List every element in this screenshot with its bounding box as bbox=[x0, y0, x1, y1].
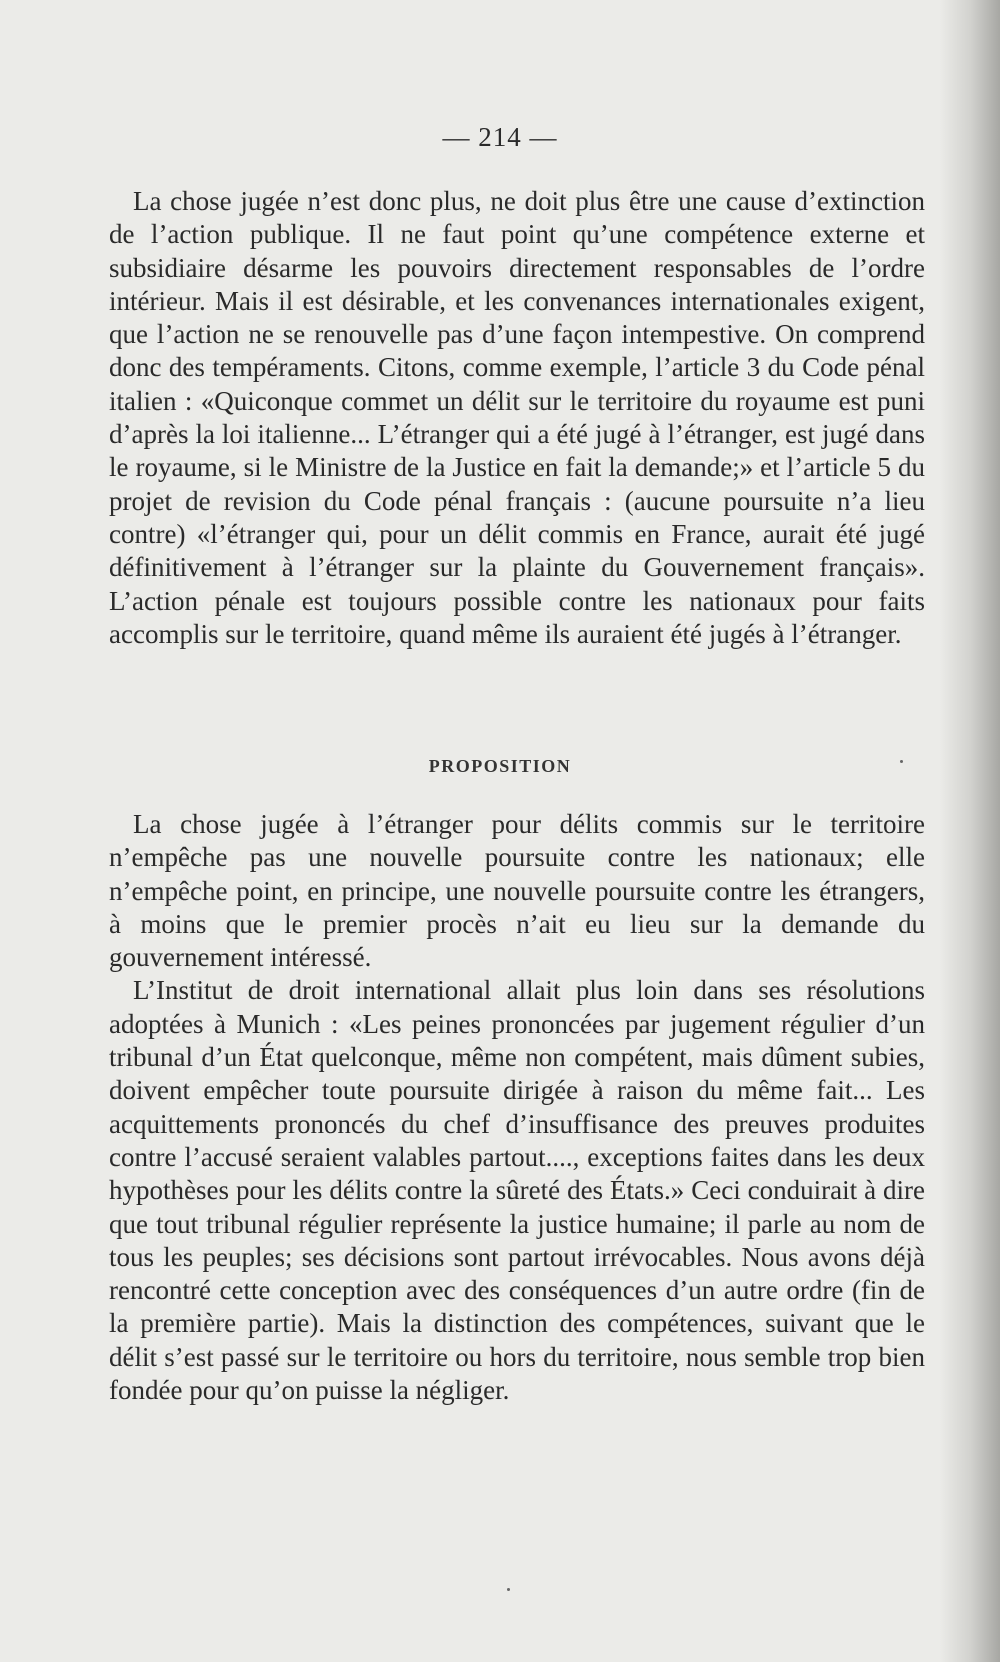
paragraph: L’Institut de droit international allait plus loin dans ses résolutions adoptées à Munich : «Les peines prononcées par jugement régulier d’un tribunal d’un État quelconque, même non compétent, mais dûment subies, doivent empêcher toute poursuite dirigée à raison du même fait... Les acquittements prononcés du chef d’insuffisance des preuves produites contre l’accusé seraient valables partout...., exceptions faites dans les deux hypothèses pour les délits contre la sûreté des États.» Ceci conduirait à dire que tout tribunal régulier représente la justice humaine; il parle au nom de tous les peuples; ses décisions sont partout irrévocables. Nous avons déjà rencontré cette conception avec des conséquences d’un autre ordre (fin de la première partie). Mais la distinction des compétences, suivant que le délit s’est passé sur le territoire ou hors du territoire, nous semble trop bien fondée pour qu’on puisse la négliger. bbox=[109, 975, 925, 1406]
paragraph: La chose jugée n’est donc plus, ne doit plus être une cause d’extinction de l’action publique. Il ne faut point qu’une compétence externe et subsidiaire désarme les pouvoirs directement responsables de l’ordre intérieur. Mais il est désirable, et les convenances internationales exigent, que l’action ne se renouvelle pas d’une façon intempestive. On comprend donc des tempéraments. Citons, comme exemple, l’article 3 du Code pénal italien : «Quiconque commet un délit sur le territoire du royaume est puni d’après la loi italienne... L’étranger qui a été jugé à l’étranger, est jugé dans le royaume, si le Ministre de la Justice en fait la demande;» et l’article 5 du projet de revision du Code pénal français : (aucune poursuite n’a lieu contre) «l’étranger qui, pour un délit commis en France, aurait été jugé définitivement à l’étranger sur la plainte du Gouvernement français». L’action pénale est toujours possible contre les nationaux pour faits accomplis sur le territoire, quand même ils auraient été jugés à l’étranger. bbox=[109, 186, 925, 649]
body-section-top bbox=[109, 185, 925, 651]
body-section-bottom bbox=[109, 808, 925, 1407]
paper-speck bbox=[900, 760, 903, 763]
section-heading: PROPOSITION bbox=[428, 756, 572, 776]
paragraph: La chose jugée à l’étranger pour délits commis sur le territoire n’empêche pas une nouvelle poursuite contre les nationaux; elle n’empêche point, en principe, une nouvelle poursuite contre les étrangers, à moins que le premier procès n’ait eu lieu sur la demande du gouvernement intéressé. bbox=[109, 809, 925, 973]
page-number: — 214 — bbox=[442, 122, 558, 152]
paper-speck bbox=[507, 1588, 510, 1591]
